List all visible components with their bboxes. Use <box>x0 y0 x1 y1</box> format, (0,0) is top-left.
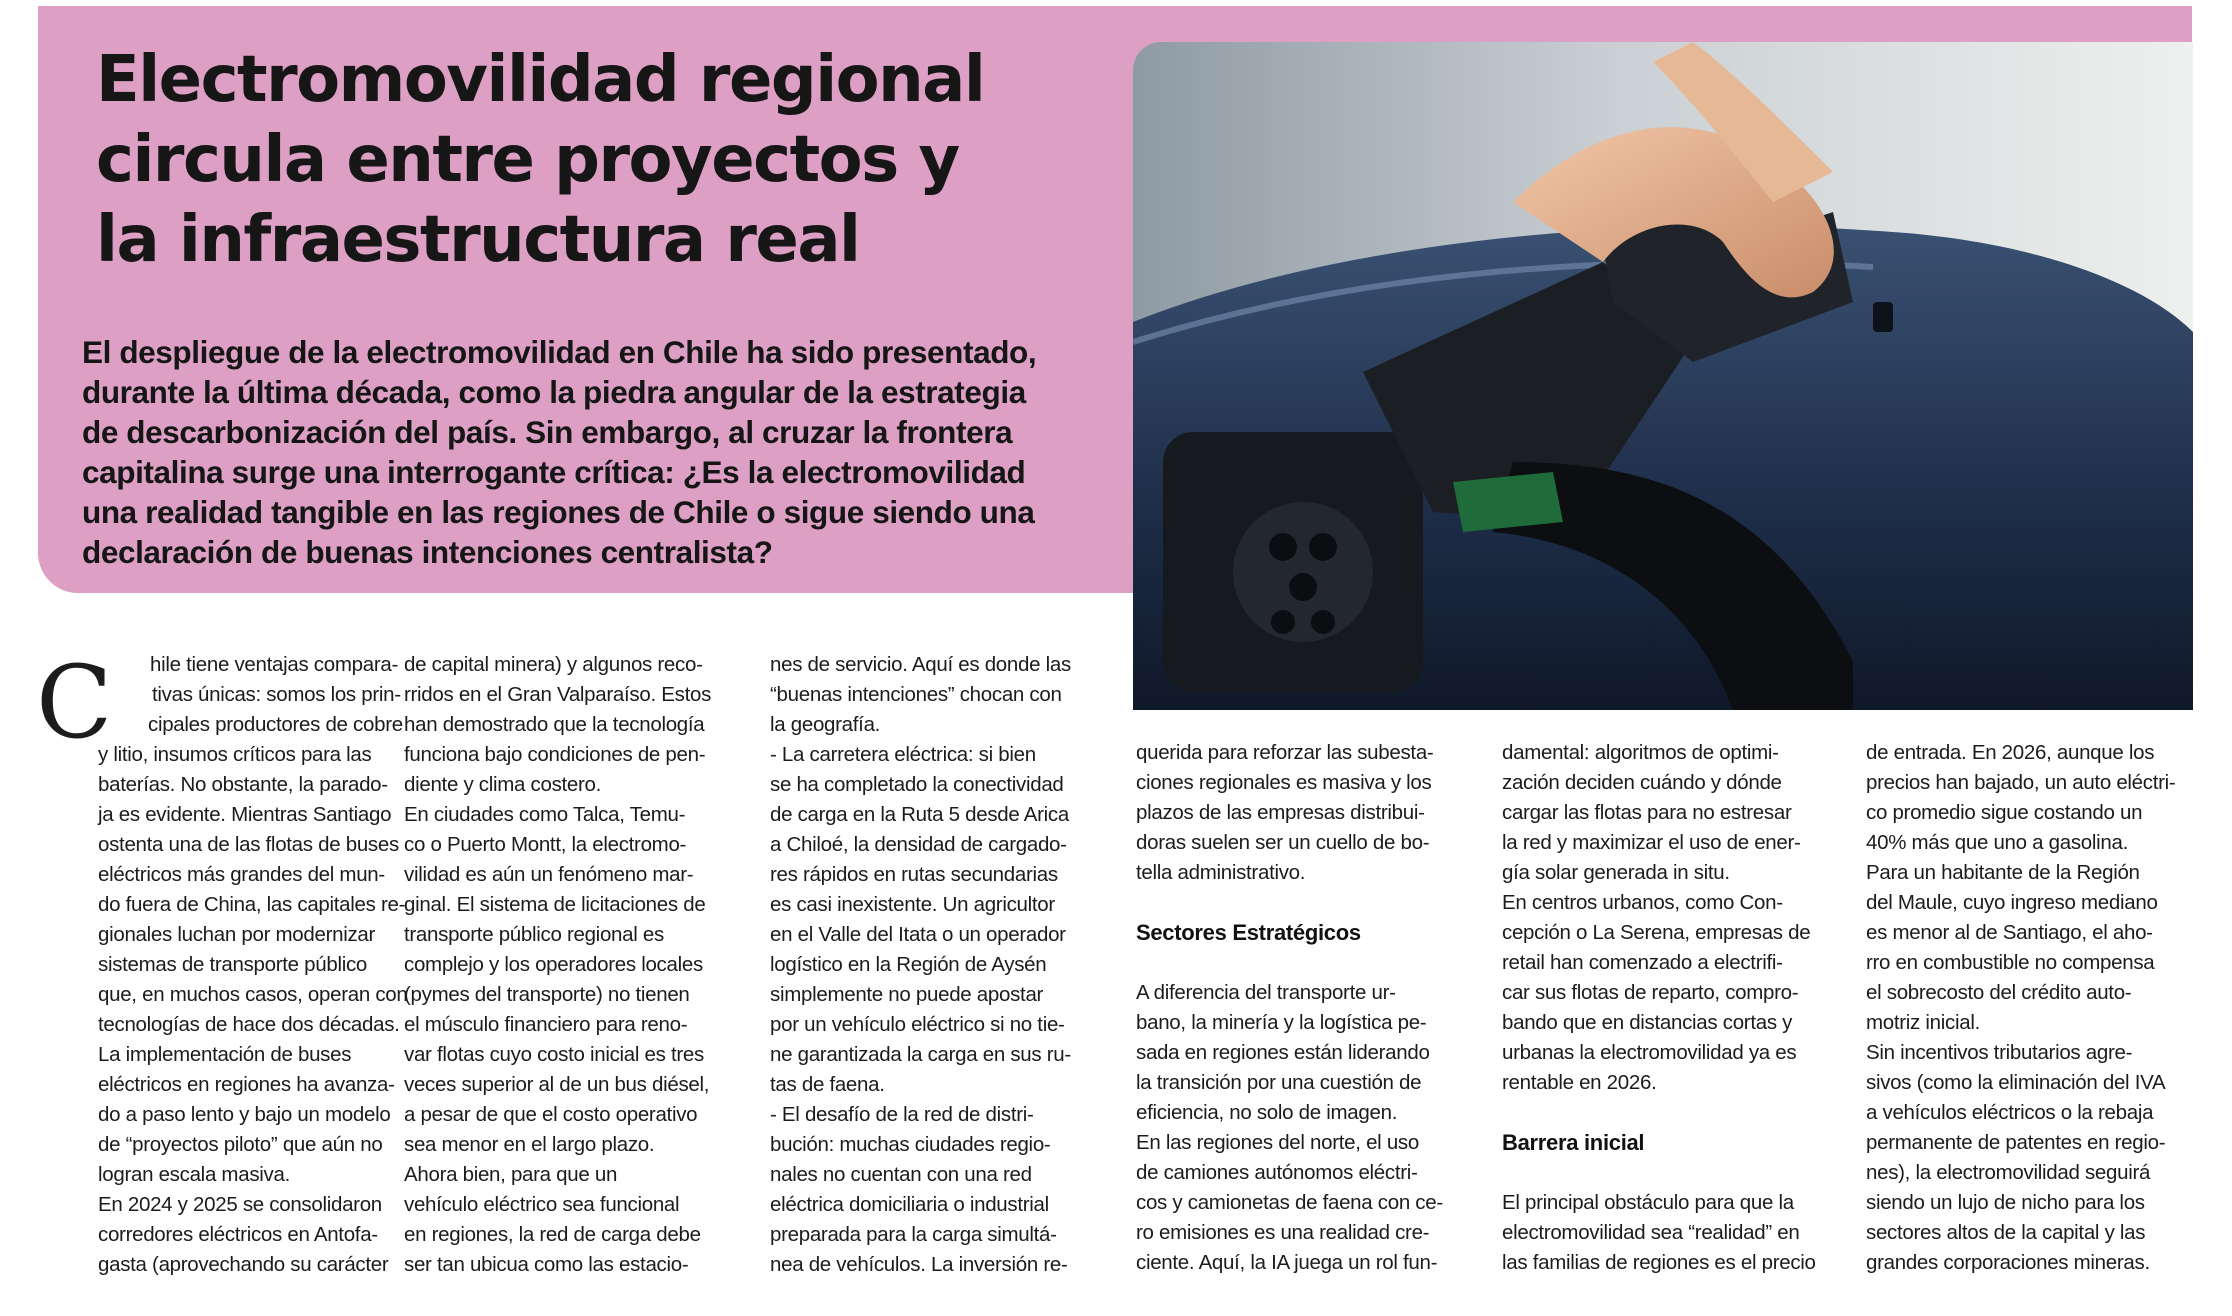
body-text-line: veces superior al de un bus diésel, <box>404 1073 710 1096</box>
body-text-line: sistemas de transporte público <box>98 953 368 976</box>
body-text-line: hile tiene ventajas compara- <box>150 653 398 676</box>
body-text-line: y litio, insumos críticos para las <box>98 743 372 766</box>
body-text-line: car sus flotas de reparto, compro- <box>1502 981 1799 1004</box>
body-text-line: gasta (aprovechando su carácter <box>98 1253 389 1276</box>
body-text-line: querida para reforzar las subesta- <box>1136 741 1434 764</box>
article-column-5 <box>1502 738 1832 1278</box>
body-text-line: sectores altos de la capital y las <box>1866 1221 2146 1244</box>
body-text-line: complejo y los operadores locales <box>404 953 703 976</box>
headline-line: circula entre proyectos y <box>96 123 959 197</box>
body-text-line: la transición por una cuestión de <box>1136 1071 1422 1094</box>
lead-line: declaración de buenas intenciones centralista? <box>82 534 773 570</box>
body-text-line: Ahora bien, para que un <box>404 1163 618 1186</box>
body-text-line: bando que en distancias cortas y <box>1502 1011 1793 1034</box>
body-text-line: En las regiones del norte, el uso <box>1136 1131 1419 1154</box>
section-subhead: Sectores Estratégicos <box>1136 920 1361 945</box>
body-text-line: logran escala masiva. <box>98 1163 290 1186</box>
body-text-line: cos y camionetas de faena con ce- <box>1136 1191 1443 1214</box>
body-text-line: nea de vehículos. La inversión re- <box>770 1253 1068 1276</box>
body-text-line: las familias de regiones es el precio <box>1502 1251 1816 1274</box>
lead-line: durante la última década, como la piedra angular de la estrategia <box>82 374 1026 410</box>
body-text-line: (pymes del transporte) no tienen <box>404 983 690 1006</box>
body-text-line: vehículo eléctrico sea funcional <box>404 1193 680 1216</box>
spacer <box>1502 1098 1832 1128</box>
body-text-line: a pesar de que el costo operativo <box>404 1103 698 1126</box>
body-text-line: precios han bajado, un auto eléctri- <box>1866 771 2176 794</box>
body-text-line: ginal. El sistema de licitaciones de <box>404 893 706 916</box>
body-text-line: En centros urbanos, como Con- <box>1502 891 1783 914</box>
body-text-line: El principal obstáculo para que la <box>1502 1191 1794 1214</box>
body-text-line: permanente de patentes en regio- <box>1866 1131 2166 1154</box>
body-text-line: retail han comenzado a electrifi- <box>1502 951 1783 974</box>
body-text-line: baterías. No obstante, la parado- <box>98 773 388 796</box>
body-text-line: funciona bajo condiciones de pen- <box>404 743 706 766</box>
body-text-line: de carga en la Ruta 5 desde Arica <box>770 803 1069 826</box>
body-text-line: la geografía. <box>770 713 881 736</box>
body-text-line: preparada para la carga simultá- <box>770 1223 1057 1246</box>
body-text-line: rridos en el Gran Valparaíso. Estos <box>404 683 712 706</box>
body-text-line: grandes corporaciones mineras. <box>1866 1251 2150 1274</box>
body-text-line: En 2024 y 2025 se consolidaron <box>98 1193 382 1216</box>
body-text-line: ciente. Aquí, la IA juega un rol fun- <box>1136 1251 1438 1274</box>
body-text-line: A diferencia del transporte ur- <box>1136 981 1396 1004</box>
body-text-line: - La carretera eléctrica: si bien <box>770 743 1036 766</box>
body-text-line: res rápidos en rutas secundarias <box>770 863 1058 886</box>
body-text-line: el sobrecosto del crédito auto- <box>1866 981 2132 1004</box>
body-text-line: ne garantizada la carga en sus ru- <box>770 1043 1071 1066</box>
article-column-3 <box>770 650 1100 1280</box>
body-text-line: gionales luchan por modernizar <box>98 923 376 946</box>
body-text-line: do a paso lento y bajo un modelo <box>98 1103 391 1126</box>
spacer <box>1502 1158 1832 1188</box>
body-text-line: ostenta una de las flotas de buses <box>98 833 399 856</box>
body-text-line: co promedio sigue costando un <box>1866 801 2143 824</box>
body-text-line: tella administrativo. <box>1136 861 1306 884</box>
body-text-line: var flotas cuyo costo inicial es tres <box>404 1043 704 1066</box>
drop-cap: C <box>36 644 113 761</box>
body-text-line: que, en muchos casos, operan con <box>98 983 408 1006</box>
body-text-line: se ha completado la conectividad <box>770 773 1064 796</box>
body-text-line: ro emisiones es una realidad cre- <box>1136 1221 1430 1244</box>
lead-line: de descarbonización del país. Sin embargo, al cruzar la frontera <box>82 414 1013 450</box>
body-text-line: de camiones autónomos eléctri- <box>1136 1161 1418 1184</box>
body-text-line: del Maule, cuyo ingreso mediano <box>1866 891 2158 914</box>
body-text-line: sada en regiones están liderando <box>1136 1041 1430 1064</box>
body-text-line: ciones regionales es masiva y los <box>1136 771 1432 794</box>
ev-charging-photo <box>1133 42 2193 710</box>
spacer <box>1136 948 1466 978</box>
body-text-line: ser tan ubicua como las estacio- <box>404 1253 689 1276</box>
body-text-line: diente y clima costero. <box>404 773 602 796</box>
headline <box>96 40 1106 280</box>
body-text-line: cepción o La Serena, empresas de <box>1502 921 1811 944</box>
lead-paragraph <box>82 332 1112 572</box>
body-text-line: En ciudades como Talca, Temu- <box>404 803 686 826</box>
body-text-line: la red y maximizar el uso de ener- <box>1502 831 1801 854</box>
body-text-line: es casi inexistente. Un agricultor <box>770 893 1055 916</box>
body-text-line: en regiones, la red de carga debe <box>404 1223 701 1246</box>
body-text-line: de capital minera) y algunos reco- <box>404 653 703 676</box>
body-text-line: simplemente no puede apostar <box>770 983 1044 1006</box>
body-text-line: corredores eléctricos en Antofa- <box>98 1223 378 1246</box>
body-text-line: nales no cuentan con una red <box>770 1163 1032 1186</box>
body-text-line: - El desafío de la red de distri- <box>770 1103 1034 1126</box>
body-text-line: transporte público regional es <box>404 923 664 946</box>
body-text-line: bano, la minería y la logística pe- <box>1136 1011 1427 1034</box>
body-text-line: gía solar generada in situ. <box>1502 861 1730 884</box>
body-text-line: siendo un lujo de nicho para los <box>1866 1191 2145 1214</box>
body-text-line: eléctrica domiciliaria o industrial <box>770 1193 1049 1216</box>
lead-line: una realidad tangible en las regiones de Chile o sigue siendo una <box>82 494 1035 530</box>
lead-line: El despliegue de la electromovilidad en Chile ha sido presentado, <box>82 334 1037 370</box>
body-text-line: de entrada. En 2026, aunque los <box>1866 741 2155 764</box>
article-column-1 <box>98 650 428 1280</box>
body-text-line: cargar las flotas para no estresar <box>1502 801 1792 824</box>
body-text-line: han demostrado que la tecnología <box>404 713 705 736</box>
body-text-line: “buenas intenciones” chocan con <box>770 683 1062 706</box>
article-column-6 <box>1866 738 2196 1278</box>
body-text-line: electromovilidad sea “realidad” en <box>1502 1221 1800 1244</box>
body-text-line: el músculo financiero para reno- <box>404 1013 688 1036</box>
body-text-line: do fuera de China, las capitales re- <box>98 893 406 916</box>
body-text-line: nes), la electromovilidad seguirá <box>1866 1161 2151 1184</box>
body-text-line: eficiencia, no solo de imagen. <box>1136 1101 1398 1124</box>
body-text-line: sea menor en el largo plazo. <box>404 1133 655 1156</box>
body-text-line: rro en combustible no compensa <box>1866 951 2155 974</box>
body-text-line: de “proyectos piloto” que aún no <box>98 1133 383 1156</box>
body-text-line: eléctricos más grandes del mun- <box>98 863 385 886</box>
body-text-line: plazos de las empresas distribui- <box>1136 801 1425 824</box>
body-text-line: en el Valle del Itata o un operador <box>770 923 1066 946</box>
spacer <box>1136 888 1466 918</box>
lead-line: capitalina surge una interrogante crítica: ¿Es la electromovilidad <box>82 454 1026 490</box>
body-text-line: ja es evidente. Mientras Santiago <box>98 803 392 826</box>
body-text-line: cipales productores de cobre <box>148 713 403 736</box>
body-text-line: por un vehículo eléctrico si no tie- <box>770 1013 1065 1036</box>
body-text-line: tecnologías de hace dos décadas. <box>98 1013 400 1036</box>
body-text-line: a vehículos eléctricos o la rebaja <box>1866 1101 2154 1124</box>
body-text-line: eléctricos en regiones ha avanza- <box>98 1073 395 1096</box>
body-text-line: logístico en la Región de Aysén <box>770 953 1047 976</box>
body-text-line: sivos (como la eliminación del IVA <box>1866 1071 2166 1094</box>
ev-charging-illustration <box>1133 42 2193 710</box>
headline-line: la infraestructura real <box>96 203 860 277</box>
body-text-line: es menor al de Santiago, el aho- <box>1866 921 2153 944</box>
body-text-line: zación deciden cuándo y dónde <box>1502 771 1782 794</box>
body-text-line: nes de servicio. Aquí es donde las <box>770 653 1071 676</box>
article-column-4 <box>1136 738 1466 1278</box>
body-text-line: Sin incentivos tributarios agre- <box>1866 1041 2133 1064</box>
body-text-line: tas de faena. <box>770 1073 885 1096</box>
body-text-line: 40% más que uno a gasolina. <box>1866 831 2129 854</box>
body-text-line: bución: muchas ciudades regio- <box>770 1133 1051 1156</box>
body-text-line: a Chiloé, la densidad de cargado- <box>770 833 1067 856</box>
body-text-line: doras suelen ser un cuello de bo- <box>1136 831 1430 854</box>
body-text-line: La implementación de buses <box>98 1043 352 1066</box>
body-text-line: Para un habitante de la Región <box>1866 861 2140 884</box>
body-text-line: vilidad es aún un fenómeno mar- <box>404 863 694 886</box>
body-text-line: damental: algoritmos de optimi- <box>1502 741 1779 764</box>
body-text-line: motriz inicial. <box>1866 1011 1980 1034</box>
body-text-line: tivas únicas: somos los prin- <box>152 683 401 706</box>
headline-line: Electromovilidad regional <box>96 43 985 117</box>
body-text-line: co o Puerto Montt, la electromo- <box>404 833 687 856</box>
body-text-line: rentable en 2026. <box>1502 1071 1657 1094</box>
body-text-line: urbanas la electromovilidad ya es <box>1502 1041 1797 1064</box>
section-subhead: Barrera inicial <box>1502 1130 1645 1155</box>
article-column-2 <box>404 650 734 1280</box>
